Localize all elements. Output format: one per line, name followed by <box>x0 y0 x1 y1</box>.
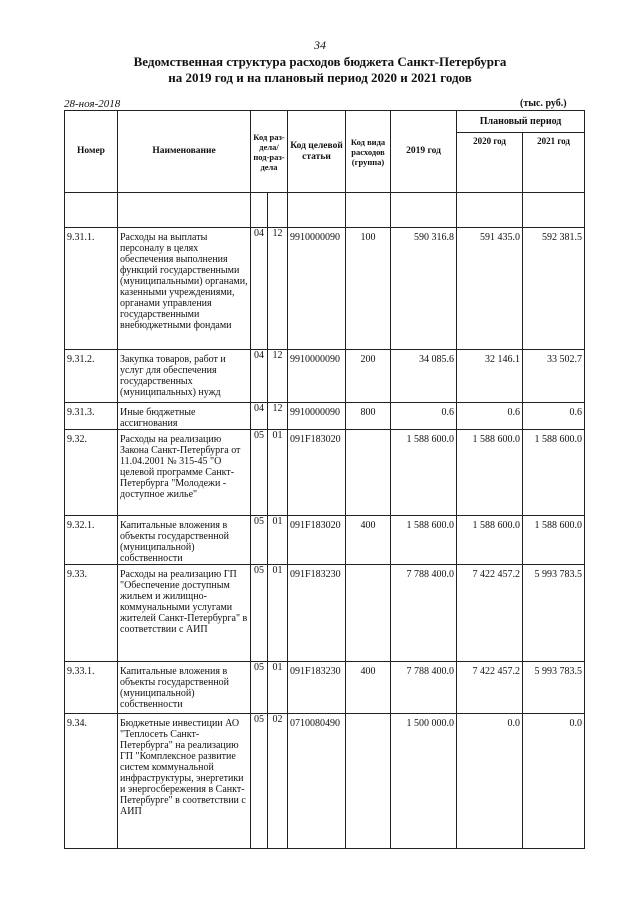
row-target-code: 091F183020 <box>288 516 346 565</box>
title-line-2: на 2019 год и на плановый период 2020 и 2021 годов <box>168 70 472 85</box>
table-header <box>65 111 585 228</box>
row-amount-2020: 591 435.0 <box>457 228 523 350</box>
row-expense-type: 200 <box>346 350 391 403</box>
table-row <box>65 714 585 849</box>
row-target-code: 091F183230 <box>288 565 346 662</box>
table-row <box>65 350 585 403</box>
row-expense-type: 400 <box>346 516 391 565</box>
units-label: (тыс. руб.) <box>520 98 567 109</box>
row-expense-type: 800 <box>346 403 391 430</box>
row-target-code: 9910000090 <box>288 403 346 430</box>
row-amount-2021: 592 381.5 <box>523 228 585 350</box>
row-expense-type <box>346 714 391 849</box>
row-amount-2020: 7 422 457.2 <box>457 565 523 662</box>
row-amount-2020: 32 146.1 <box>457 350 523 403</box>
row-number: 9.31.2. <box>65 350 118 403</box>
table-row <box>65 516 585 565</box>
row-section: 04 <box>251 350 268 403</box>
header-section: Код раз-дела/под-раз-дела <box>251 111 288 193</box>
row-subsection: 12 <box>268 350 288 403</box>
row-number: 9.32. <box>65 430 118 516</box>
row-number: 9.32.1. <box>65 516 118 565</box>
row-expense-type: 100 <box>346 228 391 350</box>
row-number: 9.33. <box>65 565 118 662</box>
row-amount-2020: 0.6 <box>457 403 523 430</box>
row-target-code: 0710080490 <box>288 714 346 849</box>
row-section: 05 <box>251 430 268 516</box>
row-section: 04 <box>251 228 268 350</box>
row-number: 9.31.3. <box>65 403 118 430</box>
row-amount-2020: 1 588 600.0 <box>457 430 523 516</box>
row-target-code: 9910000090 <box>288 228 346 350</box>
page-number: 34 <box>314 38 326 52</box>
row-subsection: 01 <box>268 430 288 516</box>
header-target: Код целевой статьи <box>288 111 346 193</box>
table-row <box>65 662 585 714</box>
row-amount-2021: 33 502.7 <box>523 350 585 403</box>
page-title <box>0 54 640 86</box>
header-expense-type: Код вида расходов (группа) <box>346 111 391 193</box>
row-expense-type <box>346 565 391 662</box>
row-section: 04 <box>251 403 268 430</box>
row-subsection: 12 <box>268 403 288 430</box>
row-amount-2021: 0.6 <box>523 403 585 430</box>
row-subsection: 12 <box>268 228 288 350</box>
row-name: Расходы на выплаты персоналу в целях обеспечения выполнения функций государственными (муниципальными) органами, казенными учреждениями, органами управления государственными внебюджетными фондами <box>118 228 251 350</box>
row-section: 05 <box>251 662 268 714</box>
header-number: Номер <box>65 111 118 193</box>
title-line-1: Ведомственная структура расходов бюджета Санкт-Петербурга <box>133 54 507 69</box>
row-amount-2019: 1 588 600.0 <box>391 516 457 565</box>
row-expense-type <box>346 430 391 516</box>
row-amount-2019: 1 500 000.0 <box>391 714 457 849</box>
row-amount-2020: 7 422 457.2 <box>457 662 523 714</box>
row-name: Бюджетные инвестиции АО "Теплосеть Санкт-Петербурга" на реализацию ГП "Комплексное развитие систем коммунальной инфраструктуры, энергетики и энергосбережения в Санкт-Петербурге" в соответствии с АИП <box>118 714 251 849</box>
row-subsection: 01 <box>268 565 288 662</box>
row-amount-2021: 5 993 783.5 <box>523 662 585 714</box>
row-amount-2021: 1 588 600.0 <box>523 516 585 565</box>
row-amount-2021: 0.0 <box>523 714 585 849</box>
row-amount-2019: 0.6 <box>391 403 457 430</box>
row-amount-2020: 0.0 <box>457 714 523 849</box>
table-row <box>65 228 585 350</box>
table-row <box>65 430 585 516</box>
row-target-code: 091F183230 <box>288 662 346 714</box>
table-body <box>65 228 585 849</box>
row-amount-2021: 5 993 783.5 <box>523 565 585 662</box>
header-spacer-row <box>65 193 585 228</box>
row-name: Расходы на реализацию ГП "Обеспечение доступным жильем и жилищно-коммунальными услугами жителей Санкт-Петербурга" в соответствии с АИП <box>118 565 251 662</box>
row-name: Капитальные вложения в объекты государственной (муниципальной) собственности <box>118 516 251 565</box>
row-expense-type: 400 <box>346 662 391 714</box>
row-name: Капитальные вложения в объекты государственной (муниципальной) собственности <box>118 662 251 714</box>
row-number: 9.34. <box>65 714 118 849</box>
row-subsection: 01 <box>268 662 288 714</box>
row-name: Иные бюджетные ассигнования <box>118 403 251 430</box>
row-amount-2021: 1 588 600.0 <box>523 430 585 516</box>
row-subsection: 02 <box>268 714 288 849</box>
row-amount-2019: 34 085.6 <box>391 350 457 403</box>
row-amount-2020: 1 588 600.0 <box>457 516 523 565</box>
header-planned-period: Плановый период <box>457 111 585 133</box>
row-target-code: 9910000090 <box>288 350 346 403</box>
document-date: 28-ноя-2018 <box>64 98 121 110</box>
header-name: Наименование <box>118 111 251 193</box>
row-section: 05 <box>251 516 268 565</box>
row-subsection: 01 <box>268 516 288 565</box>
header-2020: 2020 год <box>457 133 523 193</box>
expenditure-table <box>64 110 585 849</box>
row-name: Закупка товаров, работ и услуг для обеспечения государственных (муниципальных) нужд <box>118 350 251 403</box>
header-2021: 2021 год <box>523 133 585 193</box>
row-target-code: 091F183020 <box>288 430 346 516</box>
table-row <box>65 403 585 430</box>
header-2019: 2019 год <box>391 111 457 193</box>
table-row <box>65 565 585 662</box>
row-amount-2019: 7 788 400.0 <box>391 565 457 662</box>
row-name: Расходы на реализацию Закона Санкт-Петербурга от 11.04.2001 № 315-45 "О целевой программе Санкт-Петербурга "Молодежи - доступное жилье" <box>118 430 251 516</box>
row-amount-2019: 590 316.8 <box>391 228 457 350</box>
row-amount-2019: 7 788 400.0 <box>391 662 457 714</box>
row-number: 9.31.1. <box>65 228 118 350</box>
row-section: 05 <box>251 565 268 662</box>
row-section: 05 <box>251 714 268 849</box>
row-amount-2019: 1 588 600.0 <box>391 430 457 516</box>
row-number: 9.33.1. <box>65 662 118 714</box>
